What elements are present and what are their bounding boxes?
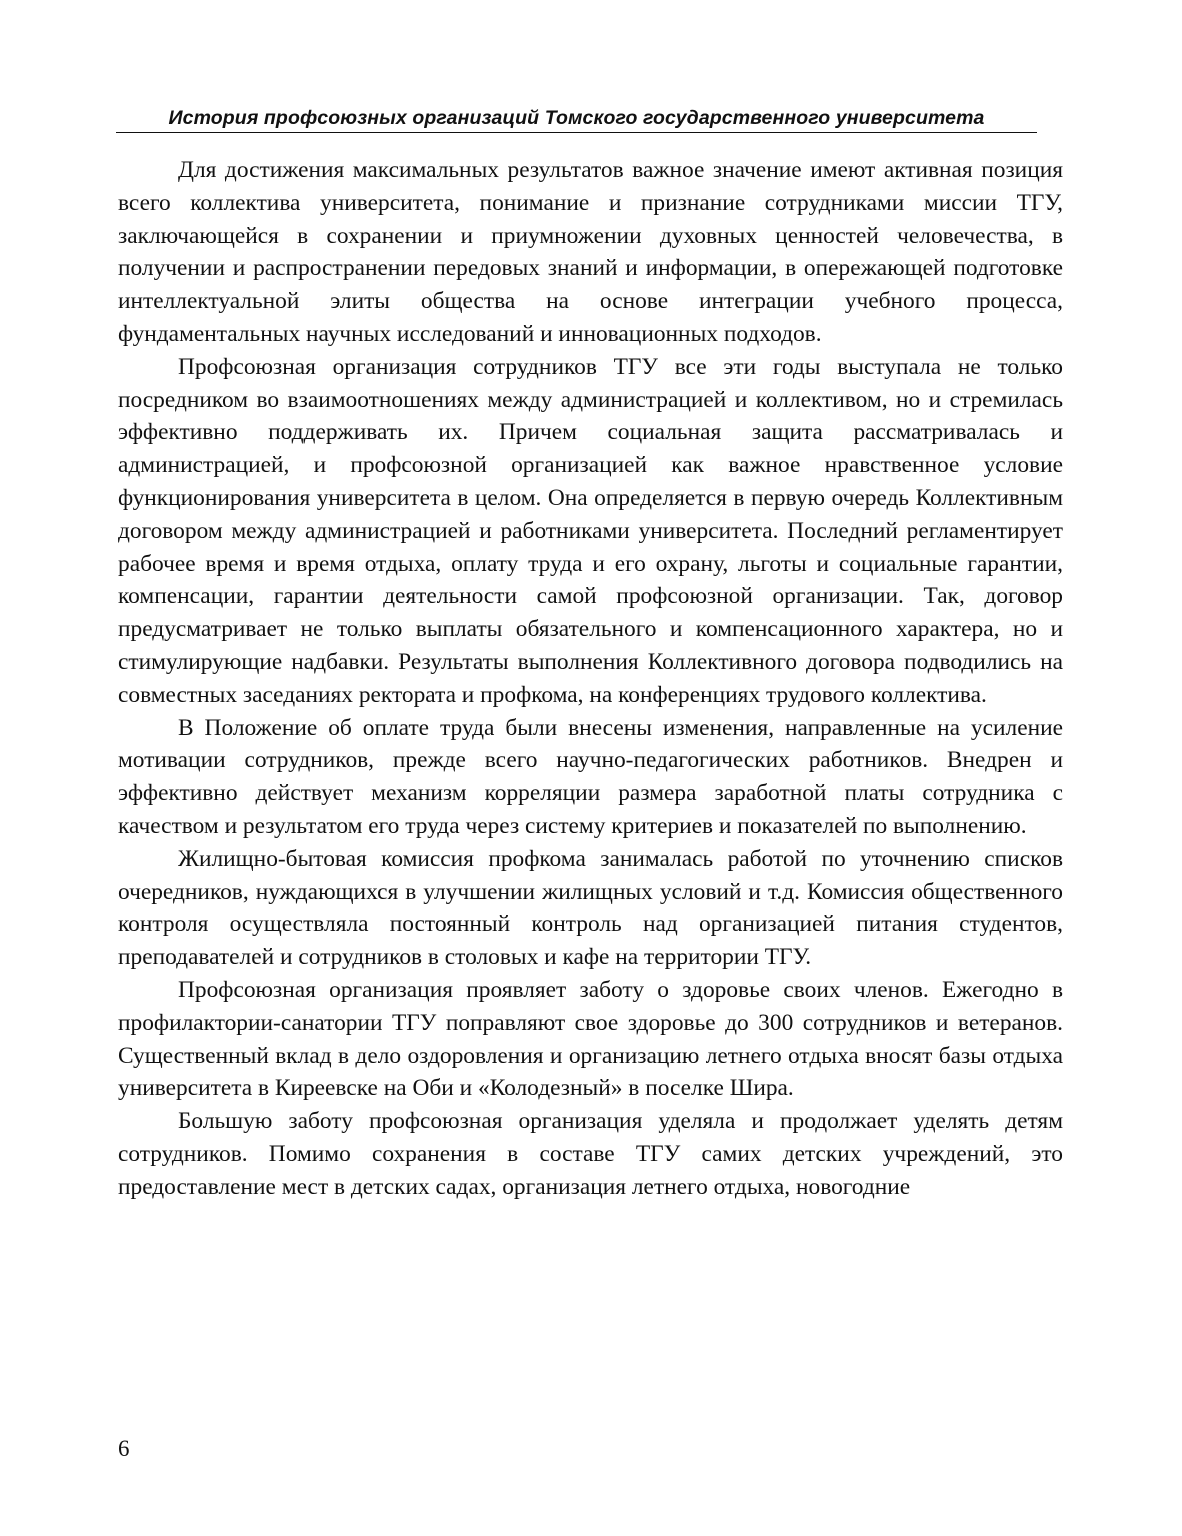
paragraph: В Положение об оплате труда были внесены изменения, направленные на усиление мотивации сотрудников, прежде всего научно-педагогических работников. Внедрен и эффективно действует механизм корреляции размера заработной платы сотрудника с качеством и результатом его труда через систему критериев и показателей по выполнению. — [118, 714, 1063, 839]
paragraph: Профсоюзная организация проявляет заботу о здоровье своих членов. Ежегодно в профилактории-санатории ТГУ поправляют свое здоровье до 300 сотрудников и ветеранов. Существенный вклад в дело оздоровления и организацию летнего отдыха вносят базы отдыха университета в Киреевске на Оби и «Колодезный» в поселке Шира. — [118, 976, 1063, 1102]
page-number: 6 — [118, 1436, 130, 1461]
header-rule — [116, 132, 1037, 133]
paragraph: Профсоюзная организация сотрудников ТГУ все эти годы выступала не только посредником во взаимоотношениях между администрацией и коллективом, но и стремилась эффективно поддерживать их. Причем социальная защита рассматривалась и администрацией, и профсоюзной организацией как важное нравственное условие функционирования университета в целом. Она определяется в первую очередь Коллективным договором между администрацией и работниками университета. Последний регламентирует рабочее время и время отдыха, оплату труда и его охрану, льготы и социальные гарантии, компенсации, гарантии деятельности самой профсоюзной организации. Так, договор предусматривает не только выплаты обязательного и компенсационного характера, но и стимулирующие надбавки. Результаты выполнения Коллективного договора подводились на совместных заседаниях ректората и профкома, на конференциях трудового коллектива. — [118, 353, 1063, 708]
paragraph: Большую заботу профсоюзная организация уделяла и продолжает уделять детям сотрудников. Помимо сохранения в составе ТГУ самих детских учреждений, это предоставление мест в детских садах, организация летнего отдыха, новогодние — [118, 1108, 1063, 1200]
body-text — [118, 154, 1063, 1204]
paragraph: Для достижения максимальных результатов важное значение имеют активная позиция всего коллектива университета, понимание и признание сотрудниками миссии ТГУ, заключающейся в сохранении и приумножении духовных ценностей человечества, в получении и распространении передовых знаний и информации, в опережающей подготовке интеллектуальной элиты общества на основе интеграции учебного процесса, фундаментальных научных исследований и инновационных подходов. — [118, 157, 1063, 347]
running-header: История профсоюзных организаций Томского государственного университета — [168, 107, 985, 129]
paragraph: Жилищно-бытовая комиссия профкома занималась работой по уточнению списков очередников, нуждающихся в улучшении жилищных условий и т.д. Комиссия общественного контроля осуществляла постоянный контроль над организацией питания студентов, преподавателей и сотрудников в столовых и кафе на территории ТГУ. — [118, 845, 1063, 971]
